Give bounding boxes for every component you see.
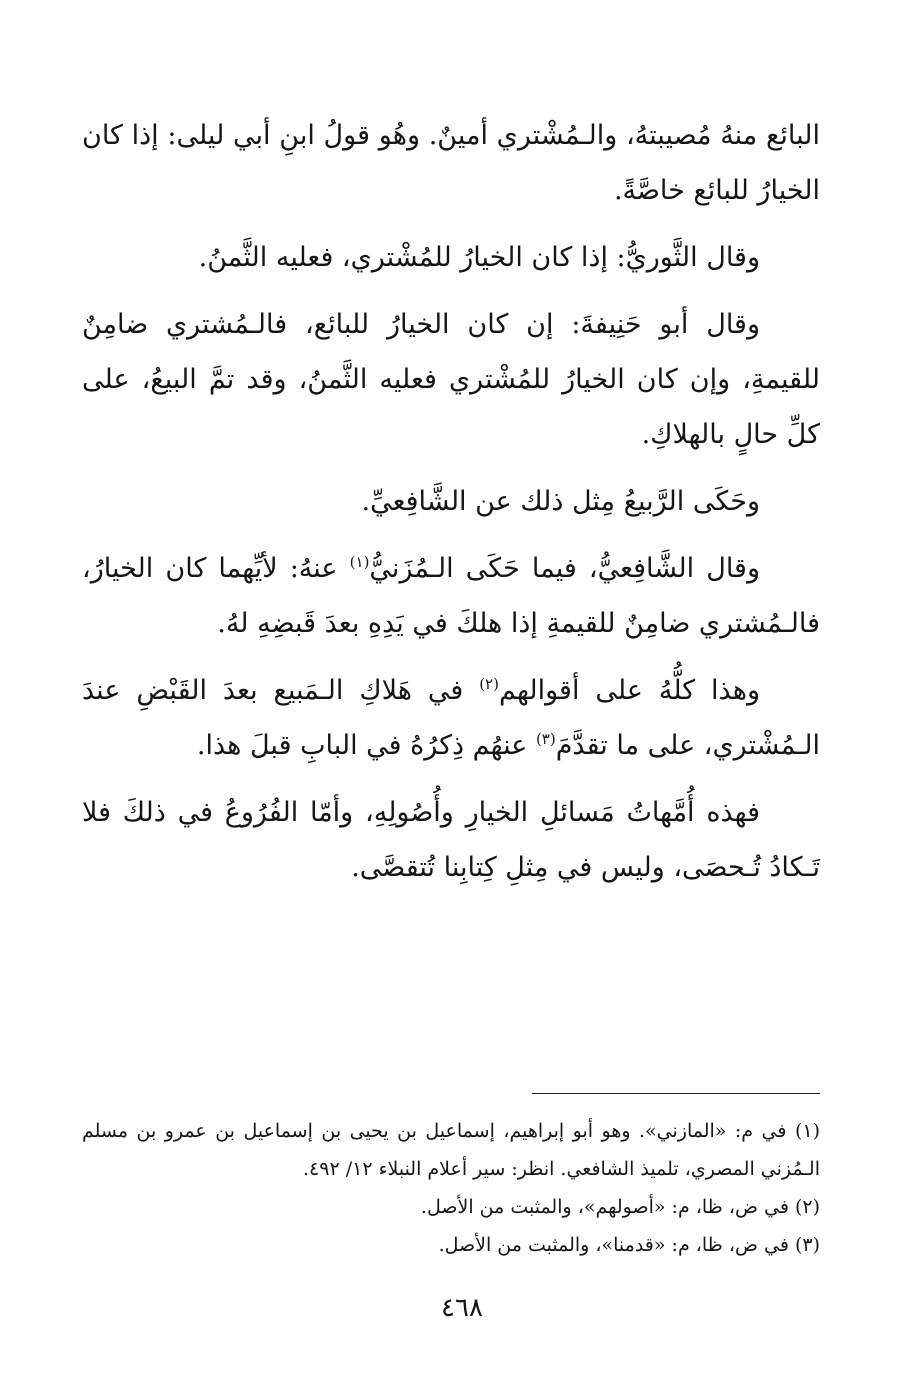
paragraph-text: في هَلاكِ الـمَبيع بعدَ القَبْضِ عندَ الـمُشْتري، على ما تقدَّمَ (82, 675, 820, 761)
footnote-marker: (٣) (535, 730, 556, 748)
paragraph-text: فهذه أُمَّهاتُ مَسائلِ الخيارِ وأُصُولِهِ، وأمّا الفُرُوعُ في ذلكَ فلا تَـكادُ تُـحصَى، وليس في مِثلِ كِتابِنا تُتقصَّى. (82, 797, 820, 883)
footnote: (٢) في ض، ظا، م: «أصولهم»، والمثبت من الأصل. (420, 1196, 820, 1218)
paragraph (82, 108, 820, 218)
footnote: (١) في م: «المازني». وهو أبو إبراهيم، إسماعيل بن يحيى بن إسماعيل بن عمرو بن مسلم الـمُزني المصري، تلميذ الشافعي. انظر: سير أعلام النبلاء ١٢/ ٤٩٢. (82, 1120, 820, 1180)
paragraph-text: وقال الشَّافِعيُّ، فيما حَكَى الـمُزَنيُّ (369, 553, 760, 584)
paragraph-text: عنهُم ذِكرُهُ في البابِ قبلَ هذا. (196, 730, 536, 761)
paragraph (82, 785, 820, 895)
main-text (82, 108, 820, 907)
paragraph-text: وهذا كلُّهُ على أقوالهم (498, 675, 760, 706)
paragraph-text: البائع منهُ مُصيبتهُ، والـمُشْتري أمينٌ. وهُو قولُ ابنِ أبي ليلى: إذا كان الخيارُ للبائع خاصَّةً. (82, 120, 820, 206)
paragraph-text: عنهُ: لأيِّهما كان الخيارُ، فالـمُشتري ضامِنٌ للقيمةِ إذا هلكَ في يَدِهِ بعدَ قَبضِهِ لهُ. (82, 553, 820, 639)
page-number: ٤٦٨ (441, 1293, 483, 1323)
paragraph (82, 230, 820, 285)
footnote-marker: (٢) (479, 675, 499, 693)
paragraph-text: وقال أبو حَنِيفةَ: إن كان الخيارُ للبائع، فالـمُشتري ضامِنٌ للقيمةِ، وإن كان الخيارُ للمُشْتري فعليه الثَّمنُ، وقد تمَّ البيعُ، على كلِّ حالٍ بالهلاكِ. (82, 309, 820, 450)
footnote: (٣) في ض، ظا، م: «قدمنا»، والمثبت من الأصل. (438, 1234, 820, 1256)
paragraph-text: وقال الثَّوريُّ: إذا كان الخيارُ للمُشْتري، فعليه الثَّمنُ. (198, 242, 760, 273)
footnote-marker: (١) (349, 553, 370, 571)
paragraph (82, 663, 820, 773)
paragraph (82, 541, 820, 651)
paragraph-text: وحَكَى الرَّبيعُ مِثل ذلك عن الشَّافِعيِّ. (361, 486, 760, 517)
footnotes (82, 1112, 820, 1264)
paragraph (82, 474, 820, 529)
paragraph (82, 297, 820, 462)
footnote-separator (532, 1093, 820, 1094)
